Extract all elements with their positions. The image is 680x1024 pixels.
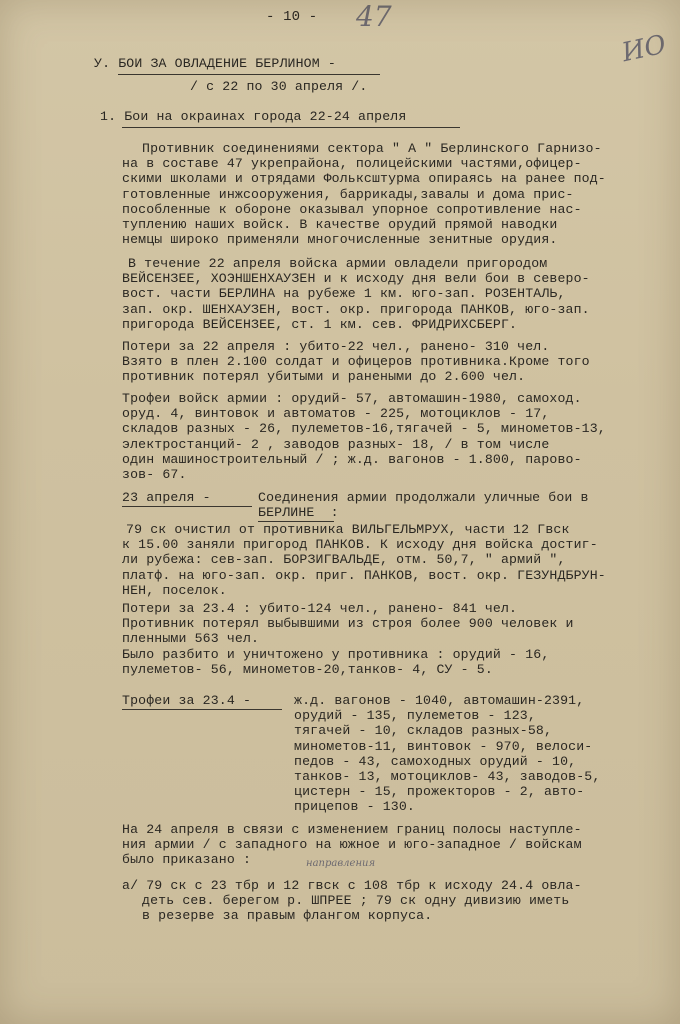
page-number: - 10 - [266, 9, 318, 25]
paragraph-april-22-advance [122, 256, 590, 332]
handwritten-page-number: 47 [356, 0, 392, 33]
subsection-heading-underline [122, 127, 460, 128]
text-line: складов разных - 26, пулеметов-16,тягачей - 5, минометов-13, [122, 421, 606, 437]
text-line: а/ 79 ск с 23 тбр и 12 гвск с 108 тбр к исходу 24.4 овла- [122, 878, 582, 893]
handwritten-corner-note: ИО [619, 29, 669, 69]
paragraph-army-trophies [122, 391, 606, 482]
text-line: пособленные к обороне оказывал упорное сопротивление нас- [122, 201, 582, 217]
text-line: орудий - 135, пулеметов - 123, [294, 708, 536, 724]
section-heading: У. БОИ ЗА ОВЛАДЕНИЕ БЕРЛИНОМ - [94, 56, 336, 71]
text-line: скими школами и отрядами Фольксштурма опираясь на ранее под- [122, 171, 606, 187]
text-line: тягачей - 10, складов разных-58, [294, 723, 553, 739]
paragraph-april-22-losses [122, 339, 590, 385]
text-line: Потери за 22 апреля : убито-22 чел., ранено- 310 чел. [122, 339, 550, 354]
text-line: пленными 563 чел. [122, 631, 260, 647]
text-line: ВЕЙСЕНЗЕЕ, ХОЭНШЕНХАУЗЕН и к исходу дня вели бои в северо- [122, 271, 590, 287]
text-line: Потери за 23.4 : убито-124 чел., ранено- 841 чел. [122, 601, 518, 616]
text-line: оруд. 4, винтовок и автоматов - 225, мотоциклов - 17, [122, 406, 550, 422]
text-line: на в составе 47 укрепрайона, полицейскими частями,офицер- [122, 156, 582, 172]
text-line: ния армии / с западного на южное и юго-западное / войскам [122, 837, 582, 853]
text-line: Трофеи войск армии : орудий- 57, автомашин-1980, самоход. [122, 391, 582, 406]
trophies-23-list [294, 693, 600, 815]
text-line: Противник соединениями сектора " А " Берлинского Гарнизо- [142, 141, 602, 156]
text-line: зап. окр. ШЕНХАУЗЕН, вост. окр. пригорода ПАНКОВ, юго-зап. [122, 301, 590, 317]
paragraph-defense [122, 141, 606, 247]
paragraph-april-23-advance [122, 522, 606, 598]
text-line: вост. части БЕРЛИНА на рубеже 1 км. юго-зап. РОЗЕНТАЛЬ, [122, 286, 566, 302]
april-23-lead: Соединения армии продолжали уличные бои в [258, 490, 589, 505]
text-line: немцы широко применяли многочисленные зенитные орудия. [122, 232, 558, 248]
text-line: готовленные инжсооружения, баррикады,завалы и дома прис- [122, 186, 574, 202]
april-23-lead-continued: БЕРЛИНЕ : [258, 505, 339, 520]
handwritten-insert: направления [306, 858, 376, 869]
text-line: электростанций- 2 , заводов разных- 18, / в том числе [122, 436, 550, 452]
subsection-heading: 1. Бои на окраинах города 22-24 апреля [100, 109, 407, 124]
text-line: Было разбито и уничтожено у противника : орудий - 16, [122, 646, 550, 662]
text-line: ли рубежа: сев-зап. БОРЗИГВАЛЬДЕ, отм. 50,7, " армий ", [122, 552, 566, 568]
text-line: было приказано : [122, 852, 252, 868]
text-line: к 15.00 заняли пригород ПАНКОВ. К исходу дня войска достиг- [122, 537, 598, 553]
april-23-date-underline [122, 506, 252, 507]
text-line: НЕН, поселок. [122, 582, 227, 598]
text-line: Взято в плен 2.100 солдат и офицеров противника.Кроме того [122, 354, 590, 370]
text-line: В течение 22 апреля войска армии овладели пригородом [128, 256, 548, 271]
text-line: педов - 43, самоходных орудий - 10, [294, 753, 577, 769]
section-dates: / с 22 по 30 апреля /. [190, 79, 368, 94]
text-line: цистерн - 15, прожекторов - 2, авто- [294, 784, 585, 800]
text-line: противник потерял убитыми и ранеными до 2.600 чел. [122, 369, 526, 385]
trophies-23-underline [122, 709, 282, 710]
april-23-date: 23 апреля - [122, 490, 211, 505]
text-line: платф. на юго-зап. окр. приг. ПАНКОВ, вост. окр. ГЕЗУНДБРУН- [122, 567, 606, 583]
paragraph-order-a [122, 878, 582, 924]
text-line: На 24 апреля в связи с изменением границ полосы наступле- [122, 822, 582, 837]
text-line: туплению наших войск. В качестве орудий прямой наводки [122, 217, 558, 233]
text-line: деть сев. берегом р. ШПРЕЕ ; 79 ск одну дивизию иметь [142, 893, 570, 909]
text-line: минометов-11, винтовок - 970, велоси- [294, 738, 593, 754]
text-line: зов- 67. [122, 467, 187, 483]
text-line: прицепов - 130. [294, 799, 415, 815]
text-line: один машиностроительный / ; ж.д. вагонов - 1.800, парово- [122, 451, 582, 467]
section-heading-underline [118, 74, 380, 75]
text-line: Противник потерял выбывшими из строя более 900 человек и [122, 616, 574, 632]
paragraph-april-23-losses [122, 601, 574, 677]
text-line: пулеметов- 56, минометов-20,танков- 4, СУ - 5. [122, 661, 493, 677]
text-line: танков- 13, мотоциклов- 43, заводов-5, [294, 769, 601, 785]
text-line: пригорода ВЕЙСЕНЗЕЕ, ст. 1 км. сев. ФРИДРИХСБЕРГ. [122, 316, 518, 332]
text-line: 79 ск очистил от противника ВИЛЬГЕЛЬМРУХ, части 12 Гвск [126, 522, 570, 537]
text-line: ж.д. вагонов - 1040, автомашин-2391, [294, 693, 585, 708]
text-line: в резерве за правым флангом корпуса. [142, 908, 433, 924]
trophies-23-label: Трофеи за 23.4 - [122, 693, 252, 708]
